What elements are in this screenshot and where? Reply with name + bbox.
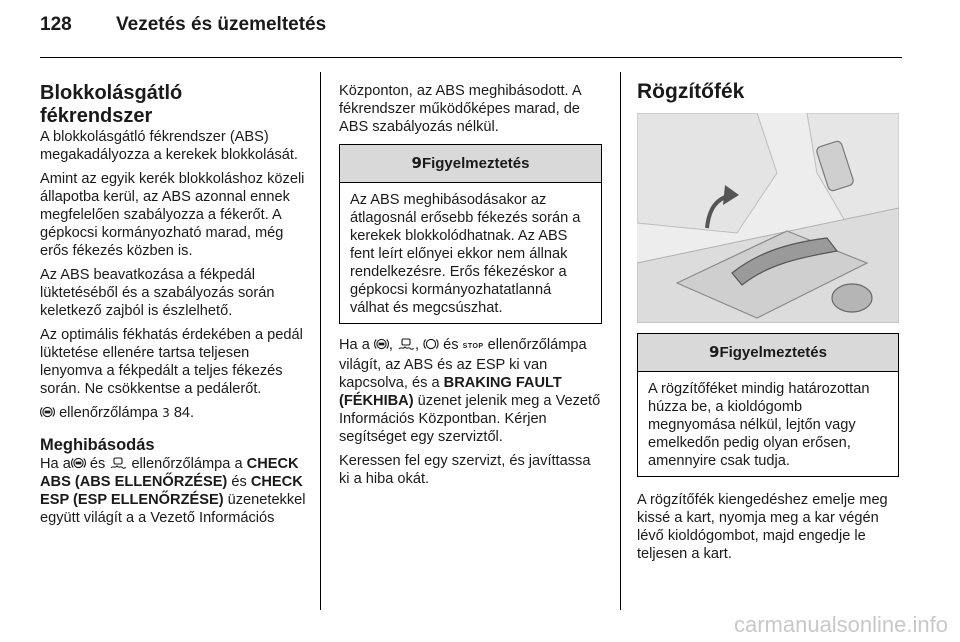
esp-warning-icon: [397, 337, 415, 351]
parking-brake-illustration: [637, 113, 899, 323]
middle-paragraph-2: Ha a , , és STOP ellenőrzőlámpa világít, az ABS és az ESP ki van kapcsolva, és a BRAKING FAULT (FÉKHIBA) üzenet jelenik meg a Vezető Információs Központban. Kérjen segítséget egy szerviztől.: [339, 337, 601, 445]
abs-paragraph-2: Amint az egyik kerék blokkoláshoz közeli állapotba kerül, az ABS azonnal ennek megfelelően szabályozza a fékerőt. A gépkocsi kormányozható marad, még erős fékezés közben is.: [40, 171, 305, 259]
warning-body: Az ABS meghibásodásakor az átlagosnál erősebb fékezés során a kerekek blokkolódhatnak. Az ABS fent leírt előnyei ekkor nem állnak rendelkezésre. Erős fékezéskor a gépkocsi kormányozhatatlanná válhat és megcsúszhat.: [350, 192, 581, 316]
abs-warning-icon: [374, 337, 389, 351]
page-ref-arrow-icon: 3: [162, 406, 170, 420]
section-heading-abs: Blokkolásgátló fékrendszer: [40, 82, 183, 127]
warning-triangle-icon: 9: [411, 154, 422, 172]
middle-paragraph-1: Központon, az ABS meghibásodott. A fékrendszer működőképes marad, de ABS szabályozás nélkül.: [339, 83, 581, 135]
brake-warning-icon: [423, 337, 439, 351]
warning-box-parking-brake: [637, 333, 899, 477]
middle-paragraph-3: Keressen fel egy szervizt, és javíttassa ki a hiba okát.: [339, 453, 591, 487]
right-column-lower: [637, 333, 899, 569]
middle-column: [339, 82, 602, 494]
abs-warning-icon: [40, 405, 55, 419]
header-rule: [40, 57, 902, 58]
page-number: 128: [40, 14, 72, 35]
fault-paragraph: Ha a és ellenőrzőlámpa a CHECK ABS (ABS ELLENŐRZÉSE) és CHECK ESP (ESP ELLENŐRZÉSE) üzenetekkel együtt világít a a Vezető Információs: [40, 456, 306, 526]
column-divider-2: [620, 72, 621, 610]
right-column: [637, 80, 899, 103]
page-ref-link[interactable]: 84.: [173, 405, 195, 421]
section-heading-parking-brake: Rögzítőfék: [637, 80, 745, 103]
left-column: [40, 82, 308, 533]
parking-brake-drawing: [637, 113, 899, 323]
warning-body: A rögzítőféket mindig határozottan húzza be, a kioldógomb megnyomása nélkül, lejtőn vagy emelkedőn pedig olyan erősen, amennyire csak tudja.: [648, 381, 870, 469]
subheading-fault: Meghibásodás: [40, 436, 155, 454]
page-header: [40, 14, 326, 36]
column-divider-1: [320, 72, 321, 610]
abs-paragraph-3: Az ABS beavatkozása a fékpedál lüktetéséből és a szabályozás során keletkező zajból is észlelhető.: [40, 267, 275, 319]
warning-triangle-icon: 9: [709, 343, 720, 361]
parking-brake-paragraph: A rögzítőfék kiengedéshez emelje meg kissé a kart, nyomja meg a kar végén lévő kioldógombot, majd engedje le teljesen a kart.: [637, 492, 888, 562]
watermark: carmanualsonline.info: [733, 612, 948, 637]
warning-header: 9Figyelmeztetés: [340, 145, 601, 183]
warning-box-abs: [339, 144, 602, 324]
abs-warning-icon: [71, 456, 86, 470]
esp-warning-icon: [109, 456, 127, 470]
abs-paragraph-1: A blokkolásgátló fékrendszer (ABS) megakadályozza a kerekek blokkolását.: [40, 129, 298, 163]
warning-header: 9Figyelmeztetés: [638, 334, 898, 372]
abs-lamp-reference: ellenőrzőlámpa 3 84.: [40, 404, 308, 422]
page-title: Vezetés és üzemeltetés: [116, 14, 327, 35]
stop-lamp-icon: STOP: [462, 343, 484, 350]
abs-paragraph-4: Az optimális fékhatás érdekében a pedál lüktetése ellenére tartsa teljesen lenyomva a fékpedált a teljes fékezés során. Ne csökkentse a pedálerőt.: [40, 327, 303, 397]
